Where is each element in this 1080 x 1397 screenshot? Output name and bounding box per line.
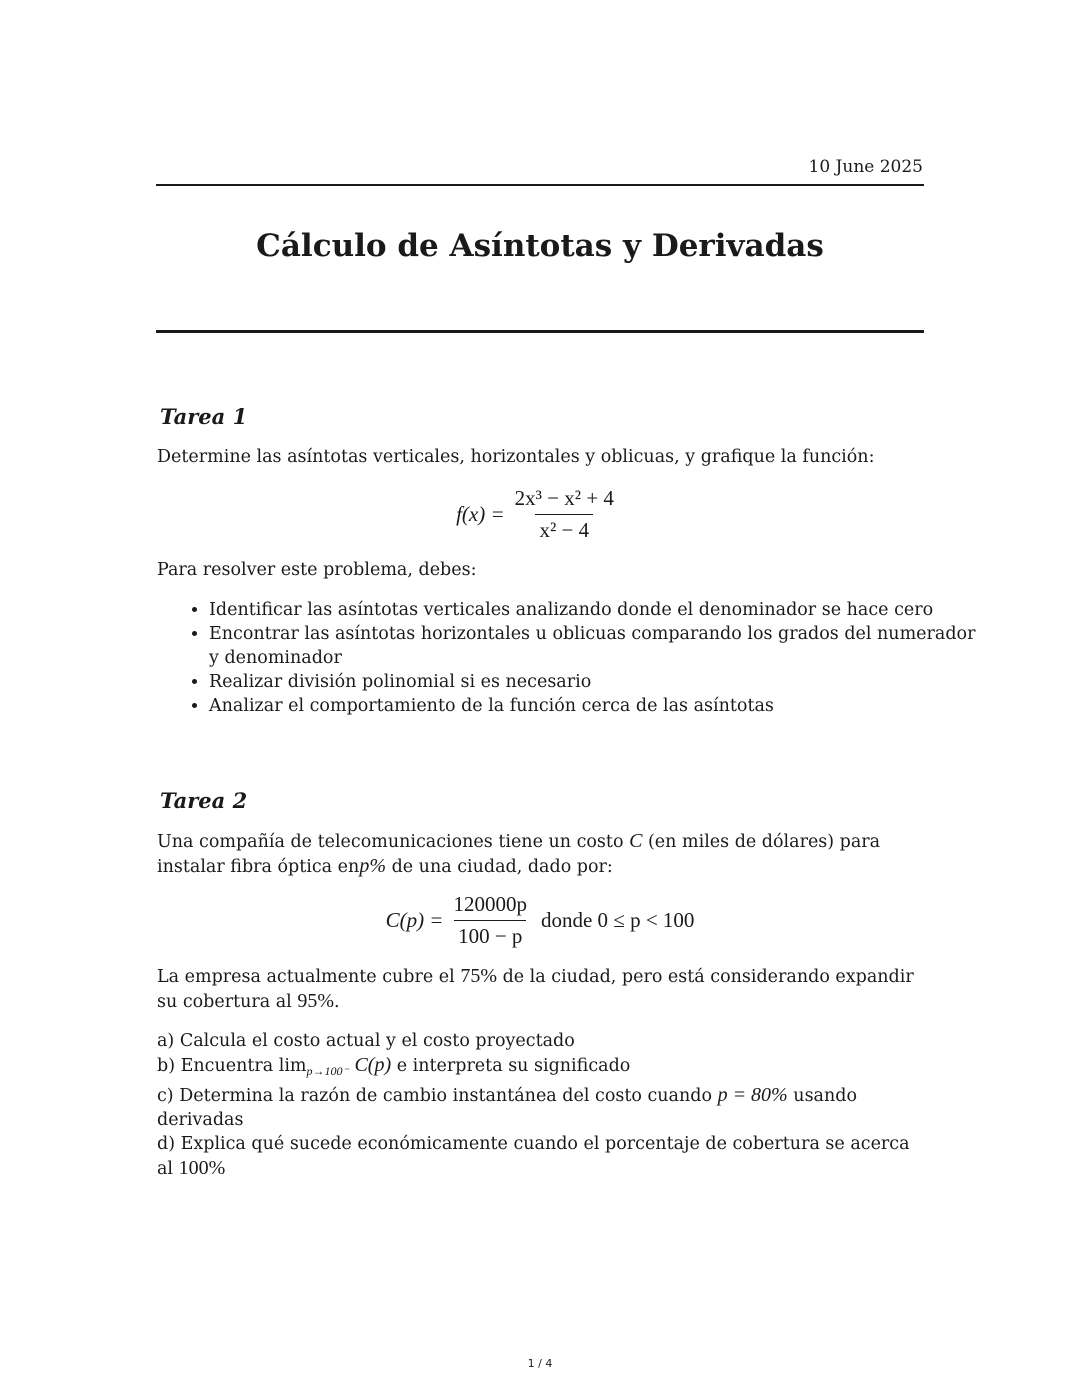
task2-item-d-pre: d) Explica qué sucede económicamente cuando el porcentaje de cobertura se acerca al — [157, 1134, 910, 1179]
task2-item-b-pre: b) Encuentra lim — [157, 1056, 307, 1076]
task2-item-c-expr: p = 80% — [717, 1084, 788, 1106]
task1-fraction — [511, 486, 618, 543]
task2-item-b — [157, 1053, 927, 1083]
task2-intro-b: (en miles de dólares) para instalar fibra óptica en — [157, 832, 881, 877]
task2-intro-p: p% — [359, 855, 386, 877]
task2-fraction — [449, 892, 531, 949]
document-title: Cálculo de Asíntotas y Derivadas — [256, 228, 824, 264]
task1-lead: Para resolver este problema, debes: — [157, 560, 477, 580]
task2-numerator: 120000p — [453, 892, 527, 916]
task2-item-c — [157, 1083, 927, 1132]
task2-item-c-pre: c) Determina la razón de cambio instantánea del costo cuando — [157, 1086, 712, 1106]
list-item: • Realizar división polinomial si es necesario — [209, 670, 979, 694]
task2-item-b-post: e interpreta su significado — [396, 1056, 631, 1076]
header-rule — [156, 184, 924, 186]
task2-heading: Tarea 2 — [160, 788, 248, 813]
task2-denominator: 100 − p — [454, 920, 526, 949]
list-item: • Encontrar las asíntotas horizontales u oblicuas comparando los grados del numerador y denominador — [209, 622, 979, 670]
task2-intro — [157, 829, 927, 879]
task2-item-b-expr: C(p) — [354, 1054, 392, 1076]
task2-coverage-pct2: 95% — [297, 990, 335, 1012]
task2-formula-lhs: C(p) = — [385, 908, 444, 932]
task1-formula — [0, 486, 1080, 543]
title-rule — [156, 330, 924, 333]
task2-coverage-pct1: 75% — [460, 965, 497, 987]
task2-item-d-expr: 100% — [178, 1157, 226, 1179]
page-number: 1 / 4 — [527, 1357, 553, 1370]
task2-item-b-sub: p→100⁻ — [306, 1064, 349, 1078]
task2-intro-c: de una ciudad, dado por: — [391, 857, 613, 877]
task1-heading: Tarea 1 — [160, 404, 248, 429]
task2-coverage-c: . — [334, 992, 340, 1012]
task1-intro: Determine las asíntotas verticales, horizontales y oblicuas, y grafique la función: — [157, 447, 875, 467]
task2-coverage-b: de la ciudad, pero está considerando expandir su cobertura al — [157, 967, 914, 1012]
task1-numerator: 2x³ − x² + 4 — [514, 486, 614, 510]
task2-intro-a: Una compañía de telecomunicaciones tiene un costo — [157, 832, 624, 852]
task2-coverage — [157, 964, 927, 1014]
task2-item-c-post: usando derivadas — [157, 1086, 857, 1130]
task2-item-a: a) Calcula el costo actual y el costo proyectado — [157, 1031, 575, 1051]
task2-coverage-a: La empresa actualmente cubre el — [157, 967, 455, 987]
task2-item-d — [157, 1132, 927, 1181]
task2-condition: donde 0 ≤ p < 100 — [540, 908, 695, 932]
list-item: • Analizar el comportamiento de la función cerca de las asíntotas — [209, 694, 979, 718]
task2-items — [157, 1029, 927, 1181]
header-date: 10 June 2025 — [808, 157, 923, 177]
task1-formula-lhs: f(x) = — [456, 502, 505, 526]
task1-denominator: x² − 4 — [535, 514, 593, 543]
task2-intro-var: C — [629, 830, 643, 852]
list-item: • Identificar las asíntotas verticales analizando donde el denominador se hace cero — [209, 598, 979, 622]
task2-formula — [0, 892, 1080, 949]
task1-bullet-list — [157, 598, 979, 718]
